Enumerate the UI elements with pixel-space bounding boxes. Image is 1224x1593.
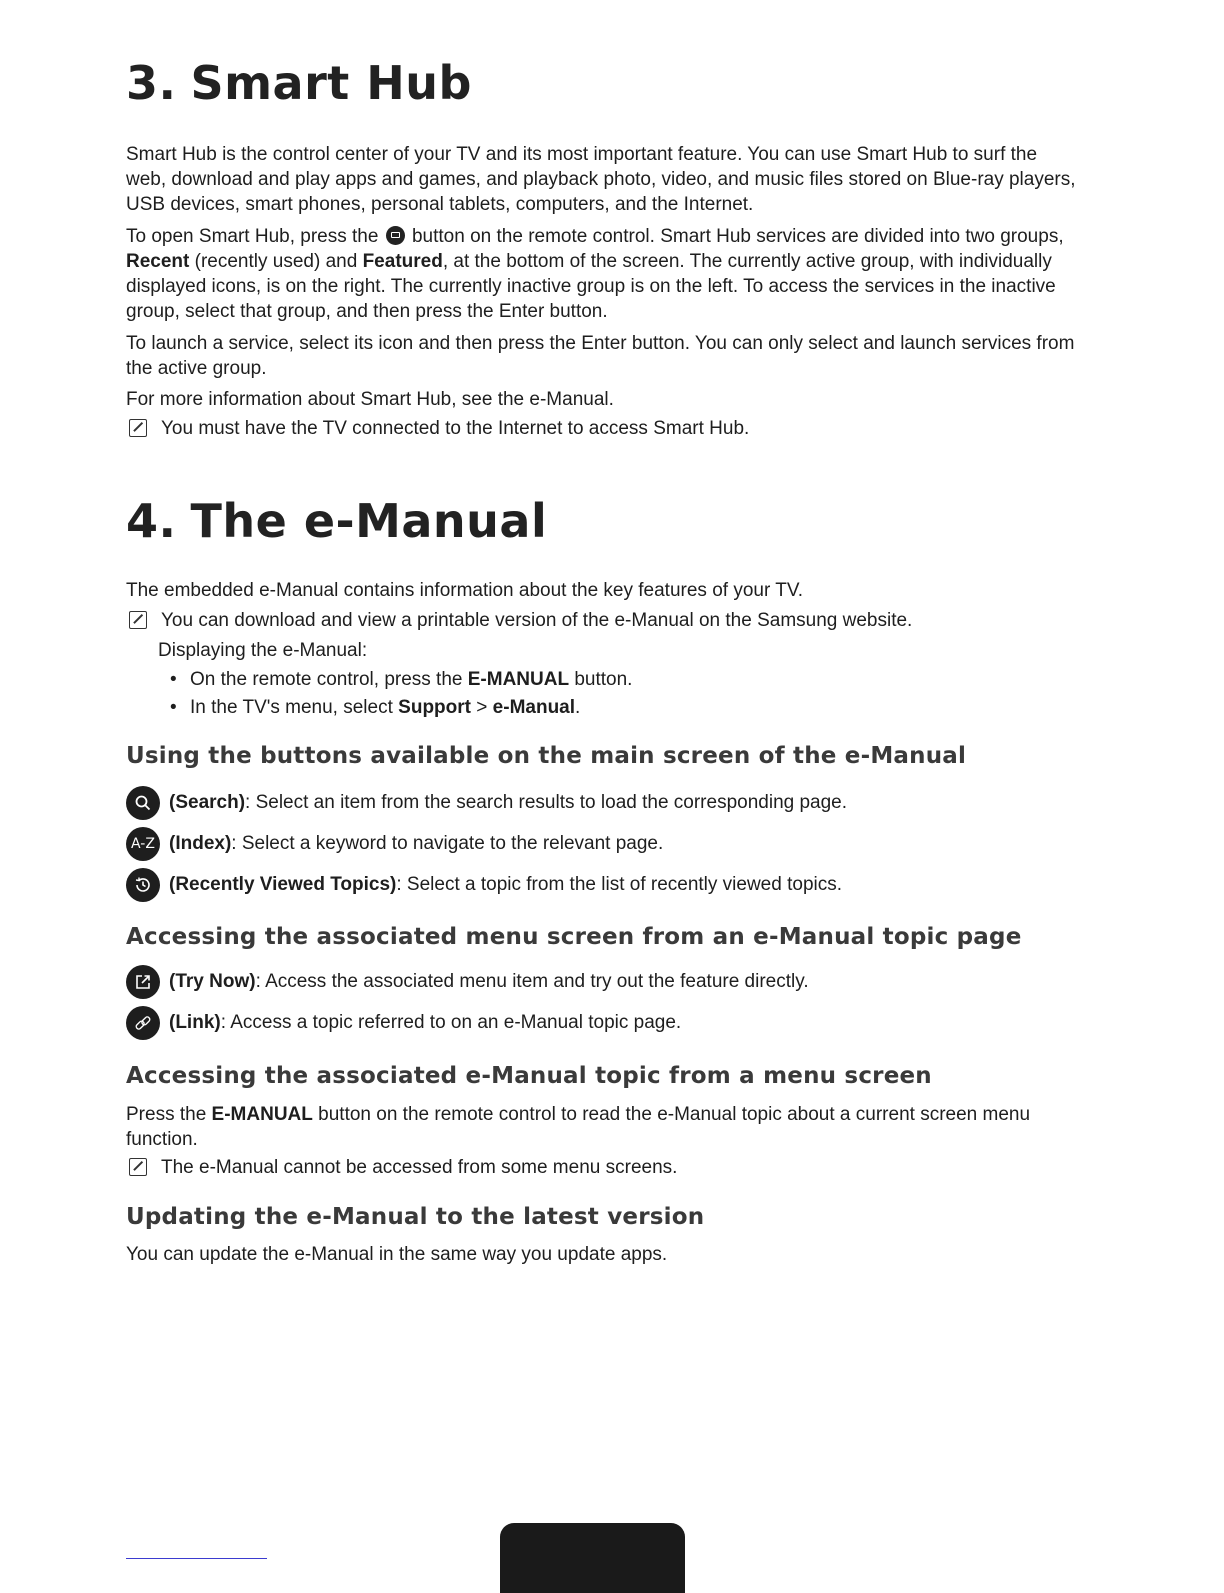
note-icon <box>129 419 147 437</box>
support-label: Support <box>398 697 471 718</box>
try-now-item <box>126 965 809 999</box>
text: (recently used) and <box>194 251 358 272</box>
section3-note <box>126 416 1076 441</box>
section3-paragraph-4: For more information about Smart Hub, see the e-Manual. <box>126 389 614 410</box>
sub4-paragraph: You can update the e-Manual in the same way you update apps. <box>126 1244 668 1265</box>
bullet-item: • In the TV's menu, select Support > e-Manual. <box>170 697 581 718</box>
index-item <box>126 827 663 861</box>
link-icon <box>126 1006 160 1040</box>
sub4-heading: Updating the e-Manual to the latest version <box>126 1204 705 1230</box>
recent-topics-item <box>126 868 842 902</box>
note-text: You must have the TV connected to the Internet to access Smart Hub. <box>161 418 750 439</box>
note-icon <box>129 611 147 629</box>
footer-rule <box>126 1558 267 1559</box>
sub2-heading: Accessing the associated menu screen from an e-Manual topic page <box>126 924 1022 950</box>
text: button. <box>574 669 633 690</box>
e-manual-button-label: E-MANUAL <box>211 1104 313 1125</box>
section4-title: The e-Manual <box>190 494 548 548</box>
link-item <box>126 1006 681 1040</box>
section3-heading <box>126 56 472 110</box>
search-icon <box>126 786 160 820</box>
text: To open Smart Hub, press the <box>126 226 379 247</box>
text: Press the <box>126 1104 207 1125</box>
smart-hub-button-icon <box>386 226 405 245</box>
search-description: : Select an item from the search results to load the corresponding page. <box>245 792 848 813</box>
note-text: You can download and view a printable version of the e-Manual on the Samsung website. <box>161 610 913 631</box>
text: . <box>575 697 581 718</box>
section3-title: Smart Hub <box>190 56 472 110</box>
link-description: : Access a topic referred to on an e-Manual topic page. <box>220 1012 682 1033</box>
search-label: (Search) <box>169 792 246 813</box>
text: button on the remote control to read the e-Manual topic about a current screen menu function. <box>126 1104 1031 1150</box>
sub3-paragraph <box>126 1102 1046 1152</box>
e-manual-label: e-Manual <box>492 697 576 718</box>
bullet-item: • On the remote control, press the E-MANUAL button. <box>170 669 633 690</box>
try-now-label: (Try Now) <box>169 971 256 992</box>
separator: > <box>476 697 488 718</box>
try-now-description: : Access the associated menu item and try out the feature directly. <box>255 971 809 992</box>
index-label: (Index) <box>169 833 232 854</box>
note-text: The e-Manual cannot be accessed from some menu screens. <box>161 1157 678 1178</box>
index-description: : Select a keyword to navigate to the relevant page. <box>231 833 664 854</box>
featured-label: Featured <box>362 251 443 272</box>
section4-note <box>126 608 1076 633</box>
sub1-heading: Using the buttons available on the main screen of the e-Manual <box>126 743 967 769</box>
section4-heading <box>126 494 548 548</box>
search-item <box>126 786 847 820</box>
link-label: (Link) <box>169 1012 221 1033</box>
section3-number: 3. <box>126 56 177 110</box>
section3-paragraph-2 <box>126 224 1076 324</box>
text: In the TV's menu, select <box>190 697 393 718</box>
e-manual-button-label: E-MANUAL <box>467 669 570 690</box>
sub3-heading: Accessing the associated e-Manual topic from a menu screen <box>126 1063 932 1089</box>
section3-paragraph-3: To launch a service, select its icon and then press the Enter button. You can only select and launch services from the active group. <box>126 333 1075 379</box>
section3-paragraph-1: Smart Hub is the control center of your TV and its most important feature. You can use Smart Hub to surf the web, download and play apps and games, and playback photo, video, and music files stored on Blue-ray players, USB devices, smart phones, personal tablets, computers, and the Internet. <box>126 144 1076 215</box>
footer-page-tab <box>500 1523 685 1593</box>
try-now-icon <box>126 965 160 999</box>
text: On the remote control, press the <box>190 669 463 690</box>
section4-number: 4. <box>126 494 177 548</box>
text: , at the bottom of the screen. The currently active group, with individually displayed icons, is on the right. The currently inactive group is on the left. To access the services in the inactive group, select that group, and then press the Enter button. <box>126 251 1056 322</box>
section4-intro: The embedded e-Manual contains information about the key features of your TV. <box>126 580 804 601</box>
index-icon: A-Z <box>126 827 160 861</box>
recent-topics-label: (Recently Viewed Topics) <box>169 874 397 895</box>
note-icon <box>129 1158 147 1176</box>
text: button on the remote control. Smart Hub services are divided into two groups, <box>411 226 1064 247</box>
recent-topics-description: : Select a topic from the list of recently viewed topics. <box>396 874 843 895</box>
display-label: Displaying the e-Manual: <box>158 640 368 661</box>
history-icon <box>126 868 160 902</box>
recent-label: Recent <box>126 251 190 272</box>
sub3-note <box>126 1155 1076 1180</box>
